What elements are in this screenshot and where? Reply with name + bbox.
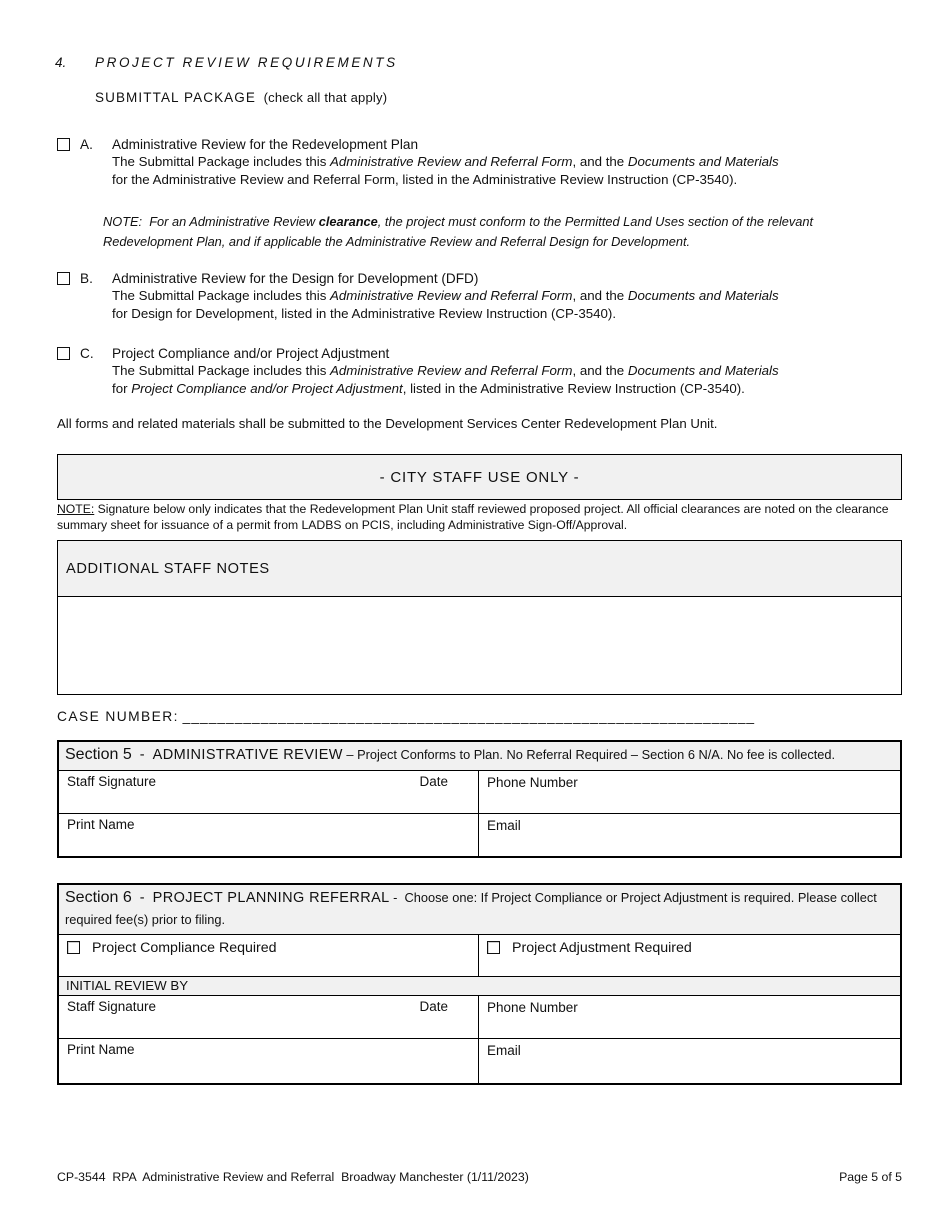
section5-name: Section 5	[65, 746, 132, 763]
item-a-line1-italic2: Documents and Materials	[627, 154, 779, 169]
administrative-review-note	[103, 212, 903, 251]
note-bold-word: clearance	[318, 214, 378, 229]
item-c-line2-italic: Project Compliance and/or Project Adjustment	[131, 380, 403, 396]
section4-number: 4.	[55, 55, 67, 70]
item-c-line1-mid: , and the	[572, 363, 628, 378]
item-c-line1-italic1: Administrative Review and Referral Form	[330, 363, 573, 378]
section5-staff-signature-cell[interactable]	[59, 771, 479, 813]
section6-email-cell[interactable]	[479, 1039, 900, 1083]
city-staff-note-label: NOTE:	[57, 502, 95, 516]
item-a-title: Administrative Review for the Redevelopment Plan	[112, 137, 419, 152]
checklist-item-c	[57, 346, 902, 397]
section6-print-name-cell[interactable]	[59, 1039, 479, 1083]
city-staff-use-only-banner	[57, 454, 902, 500]
submission-instruction: All forms and related materials shall be submitted to the Development Services Center Redevelopment Plan Unit.	[57, 416, 718, 431]
item-b-description	[112, 287, 902, 322]
case-number-input-line[interactable]: __________________________________________________________________	[182, 709, 756, 724]
section6-phone-cell[interactable]	[479, 996, 900, 1038]
section6-email-label: Email	[487, 1043, 521, 1058]
additional-staff-notes-title: ADDITIONAL STAFF NOTES	[66, 560, 270, 577]
checkbox-project-compliance[interactable]	[67, 941, 80, 954]
submittal-package-heading	[95, 90, 387, 105]
section5-staff-signature-label: Staff Signature	[67, 774, 157, 789]
case-number-row	[57, 709, 755, 724]
item-a-line1-pre: The Submittal Package includes this	[112, 154, 331, 169]
section6-print-name-label: Print Name	[67, 1042, 135, 1057]
item-c-letter: C.	[80, 346, 94, 361]
checklist-item-a	[57, 137, 902, 188]
item-b-line1-italic2: Documents and Materials	[627, 288, 779, 303]
city-staff-banner-text: - CITY STAFF USE ONLY -	[379, 468, 580, 486]
section5-header	[59, 742, 900, 771]
section6-name: Section 6	[65, 889, 132, 906]
additional-staff-notes-box	[57, 540, 902, 695]
item-a-letter: A.	[80, 137, 93, 152]
section5-print-name-label: Print Name	[67, 817, 135, 832]
footer-page-number: Page 5 of 5	[839, 1170, 902, 1184]
item-c-title: Project Compliance and/or Project Adjustment	[112, 346, 390, 361]
item-c-line1-italic2: Documents and Materials	[627, 363, 779, 378]
checkbox-project-adjustment[interactable]	[487, 941, 500, 954]
item-a-line1-italic1: Administrative Review and Referral Form	[330, 154, 573, 169]
section6-separator: -	[131, 890, 153, 906]
section5-print-name-cell[interactable]	[59, 814, 479, 856]
section6-heading: PROJECT PLANNING REFERRAL	[152, 890, 390, 906]
item-b-line1-italic1: Administrative Review and Referral Form	[330, 288, 573, 303]
item-a-description	[112, 153, 902, 188]
item-a-line2: for the Administrative Review and Referral Form, listed in the Administrative Review Instruction (CP-3540).	[112, 171, 738, 187]
checkbox-b[interactable]	[57, 272, 70, 285]
item-c-line1-pre: The Submittal Package includes this	[112, 363, 331, 378]
section5-email-label: Email	[487, 818, 521, 833]
section5-email-cell[interactable]	[479, 814, 900, 856]
item-b-line2: for Design for Development, listed in the Administrative Review Instruction (CP-3540).	[112, 305, 617, 321]
item-c-line2-pre: for	[112, 380, 132, 396]
item-c-line2-post: , listed in the Administrative Review Instruction (CP-3540).	[402, 380, 745, 396]
section6-adjustment-cell	[479, 935, 900, 976]
section6-staff-signature-label: Staff Signature	[67, 999, 157, 1014]
checklist-item-b	[57, 271, 902, 322]
item-b-line1-mid: , and the	[572, 288, 628, 303]
section6-phone-label: Phone Number	[487, 1000, 578, 1015]
additional-staff-notes-input-area[interactable]	[58, 597, 901, 694]
additional-staff-notes-header	[58, 541, 901, 597]
section5-phone-cell[interactable]	[479, 771, 900, 813]
section6-initial-review-row	[59, 977, 900, 996]
initial-review-by-label: INITIAL REVIEW BY	[66, 978, 189, 993]
section6-table	[57, 883, 902, 1085]
project-compliance-label: Project Compliance Required	[92, 940, 277, 956]
checkbox-c[interactable]	[57, 347, 70, 360]
section5-subtext: – Project Conforms to Plan. No Referral Required – Section 6 N/A. No fee is collected.	[342, 747, 836, 762]
section5-table	[57, 740, 902, 858]
submittal-package-label: SUBMITTAL PACKAGE	[95, 90, 256, 105]
section5-signature-row	[59, 771, 900, 814]
section6-header	[59, 885, 900, 935]
case-number-label: CASE NUMBER:	[57, 709, 179, 724]
note-pre: NOTE: For an Administrative Review	[103, 214, 319, 229]
section5-heading: ADMINISTRATIVE REVIEW	[152, 747, 343, 763]
item-b-letter: B.	[80, 271, 93, 286]
section6-subtext: - Choose one: If Project Compliance or Project Adjustment is required. Please collect required fee(s) prior to filing.	[65, 890, 881, 927]
section5-phone-label: Phone Number	[487, 775, 578, 790]
item-b-line1-pre: The Submittal Package includes this	[112, 288, 331, 303]
item-a-line1-mid: , and the	[572, 154, 628, 169]
section4-title: PROJECT REVIEW REQUIREMENTS	[95, 55, 398, 70]
section6-staff-signature-cell[interactable]	[59, 996, 479, 1038]
submittal-package-note: (check all that apply)	[255, 90, 388, 105]
city-staff-note	[57, 502, 902, 533]
item-c-description	[112, 362, 902, 397]
note-post: , the project must conform to the Permitted Land Uses section of the relevant Redevelopment Plan, and if applicable the Administrative Review and Referral Design for Development.	[103, 214, 817, 249]
section4-heading	[55, 55, 398, 70]
section6-compliance-cell	[59, 935, 479, 976]
city-staff-note-text: Signature below only indicates that the Redevelopment Plan Unit staff reviewed proposed project. All official clearances are noted on the clearance summary sheet for issuance of a permit from LADBS on PCIS, including Administrative Sign-Off/Approval.	[57, 502, 892, 532]
section6-date-label: Date	[419, 999, 448, 1014]
section6-options-row	[59, 935, 900, 977]
section5-separator: -	[131, 747, 153, 763]
section5-name-row	[59, 814, 900, 856]
section6-name-row	[59, 1039, 900, 1083]
project-adjustment-label: Project Adjustment Required	[512, 940, 692, 956]
checkbox-a[interactable]	[57, 138, 70, 151]
section5-date-label: Date	[419, 774, 448, 789]
footer-form-id: CP-3544 RPA Administrative Review and Referral Broadway Manchester (1/11/2023)	[57, 1170, 529, 1184]
section6-signature-row	[59, 996, 900, 1039]
item-b-title: Administrative Review for the Design for Development (DFD)	[112, 271, 479, 286]
